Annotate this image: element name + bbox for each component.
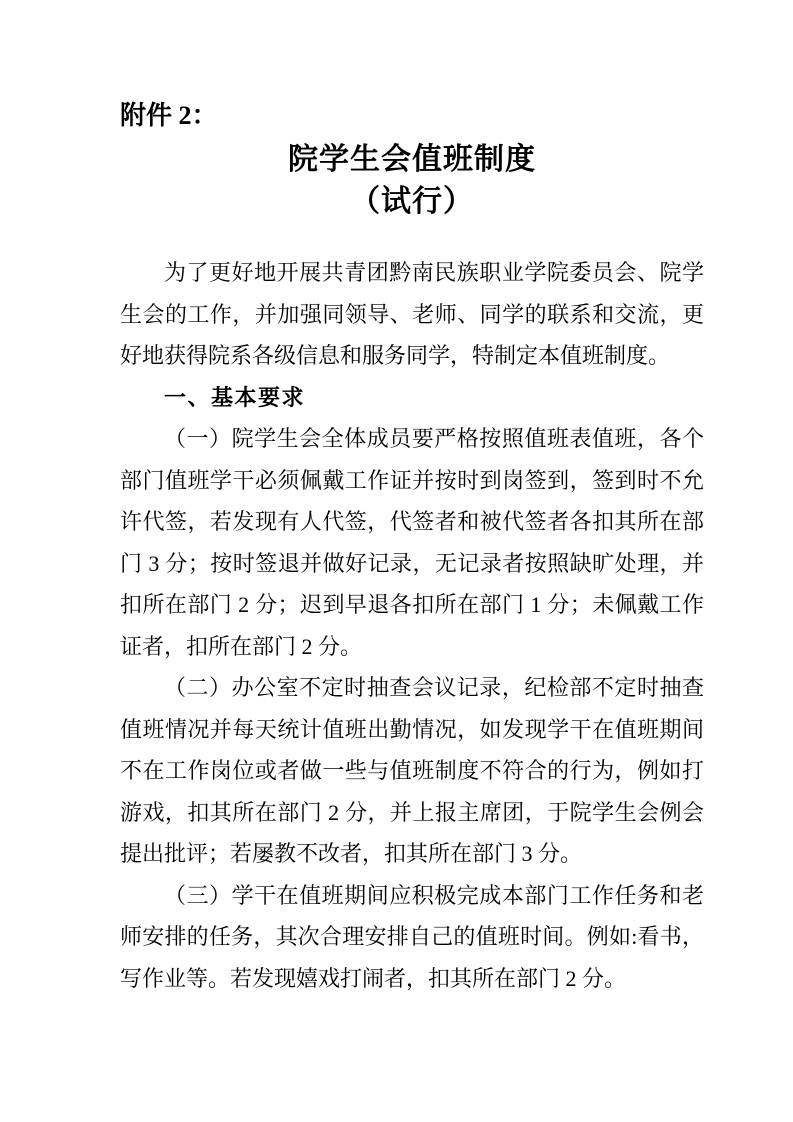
text-line: 提出批评；若屡教不改者，扣其所在部门 3 分。 (120, 841, 583, 866)
text-line: 值班情况并每天统计值班出勤情况，如发现学干在值班期间 (120, 716, 704, 742)
text-line: 扣所在部门 2 分；迟到早退各扣所在部门 1 分；未佩戴工作 (120, 592, 704, 617)
document-body (120, 252, 704, 999)
text-line: 一、基本要求 (164, 384, 306, 410)
text-line: （二）办公室不定时抽查会议记录，纪检部不定时抽查 (164, 675, 704, 700)
text-line: （三）学干在值班期间应积极完成本部门工作任务和老 (164, 882, 704, 908)
paragraph (120, 875, 704, 1000)
text-line: 许代签，若发现有人代签，代签者和被代签者各扣其所在部 (120, 509, 704, 534)
paragraph (120, 667, 704, 875)
text-line: 生会的工作，并加强同领导、老师、同学的联系和交流，更 (120, 301, 704, 327)
text-line: 门 3 分；按时签退并做好记录，无记录者按照缺旷处理，并 (120, 550, 704, 576)
paragraph (120, 418, 704, 667)
paragraph (120, 252, 704, 377)
document-subtitle: （试行） (350, 185, 474, 218)
text-line: 师安排的任务，其次合理安排自己的值班时间。例如:看书， (120, 924, 704, 949)
text-line: 证者，扣所在部门 2 分。 (120, 633, 363, 659)
text-line: 不在工作岗位或者做一些与值班制度不符合的行为，例如打 (120, 758, 704, 783)
attachment-label: 附件 2： (120, 101, 218, 130)
text-line: 为了更好地开展共青团黔南民族职业学院委员会、院学 (164, 260, 704, 285)
text-line: 好地获得院系各级信息和服务同学，特制定本值班制度。 (120, 343, 671, 368)
text-line: 部门值班学干必须佩戴工作证并按时到岗签到，签到时不允 (120, 467, 704, 493)
section-heading (120, 377, 704, 419)
text-line: 写作业等。若发现嬉戏打闹者，扣其所在部门 2 分。 (120, 965, 627, 991)
text-line: 游戏，扣其所在部门 2 分，并上报主席团，于院学生会例会 (120, 799, 704, 825)
document-title: 院学生会值班制度 (288, 143, 536, 176)
text-line: （一）院学生会全体成员要严格按照值班表值班，各个 (164, 426, 704, 451)
